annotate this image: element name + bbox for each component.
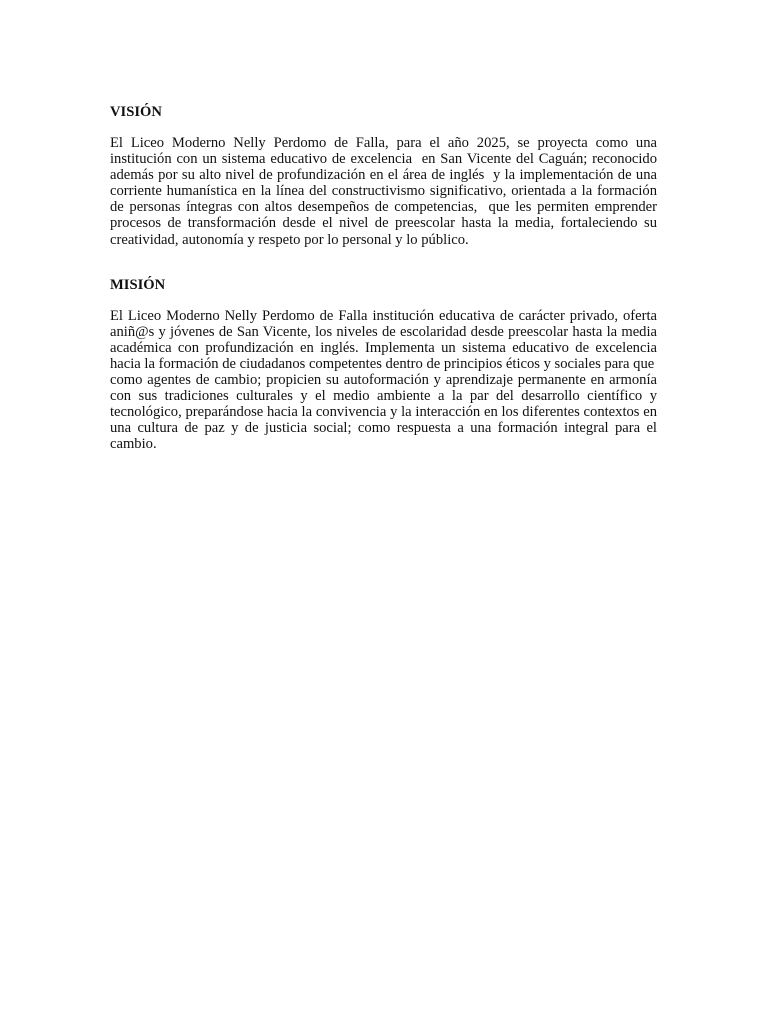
spacer — [110, 124, 657, 135]
vision-heading: VISIÓN — [110, 104, 162, 120]
mission-heading: MISIÓN — [110, 276, 166, 293]
document-body — [110, 100, 661, 453]
mission-paragraph-part2: como agentes de cambio; propicien su autoformación y aprendizaje permanente en armonía con sus tradiciones culturales y el medio ambiente a la par del desarrollo científico y tecnológico, preparándose hacia la convivencia y la interacción en los diferentes contextos en una cultura de paz y de justicia social; como respuesta a una formación integral para el cambio. — [110, 372, 661, 453]
spacer — [110, 297, 657, 308]
vision-paragraph: El Liceo Moderno Nelly Perdomo de Falla, para el año 2025, se proyecta como una institución con un sistema educativo de excelencia en San Vicente del Caguán; reconocido además por su alto nivel de profundización en el área de inglés y la implementación de una corriente humanística en la línea del constructivismo significativo, orientada a la formación de personas íntegras con altos desempeños de competencias, que les permiten emprender procesos de transformación desde el nivel de preescolar hasta la media, fortaleciendo su creatividad, autonomía y respeto por lo personal y lo público. — [110, 135, 661, 248]
spacer — [110, 248, 657, 273]
mission-paragraph-part1: El Liceo Moderno Nelly Perdomo de Falla institución educativa de carácter privado, oferta aniñ@s y jóvenes de San Vicente, los niveles de escolaridad desde preescolar hasta la media académica con profundización en inglés. Implementa un sistema educativo de excelencia hacia la formación de ciudadanos competentes dentro de principios éticos y sociales para que — [110, 307, 661, 372]
